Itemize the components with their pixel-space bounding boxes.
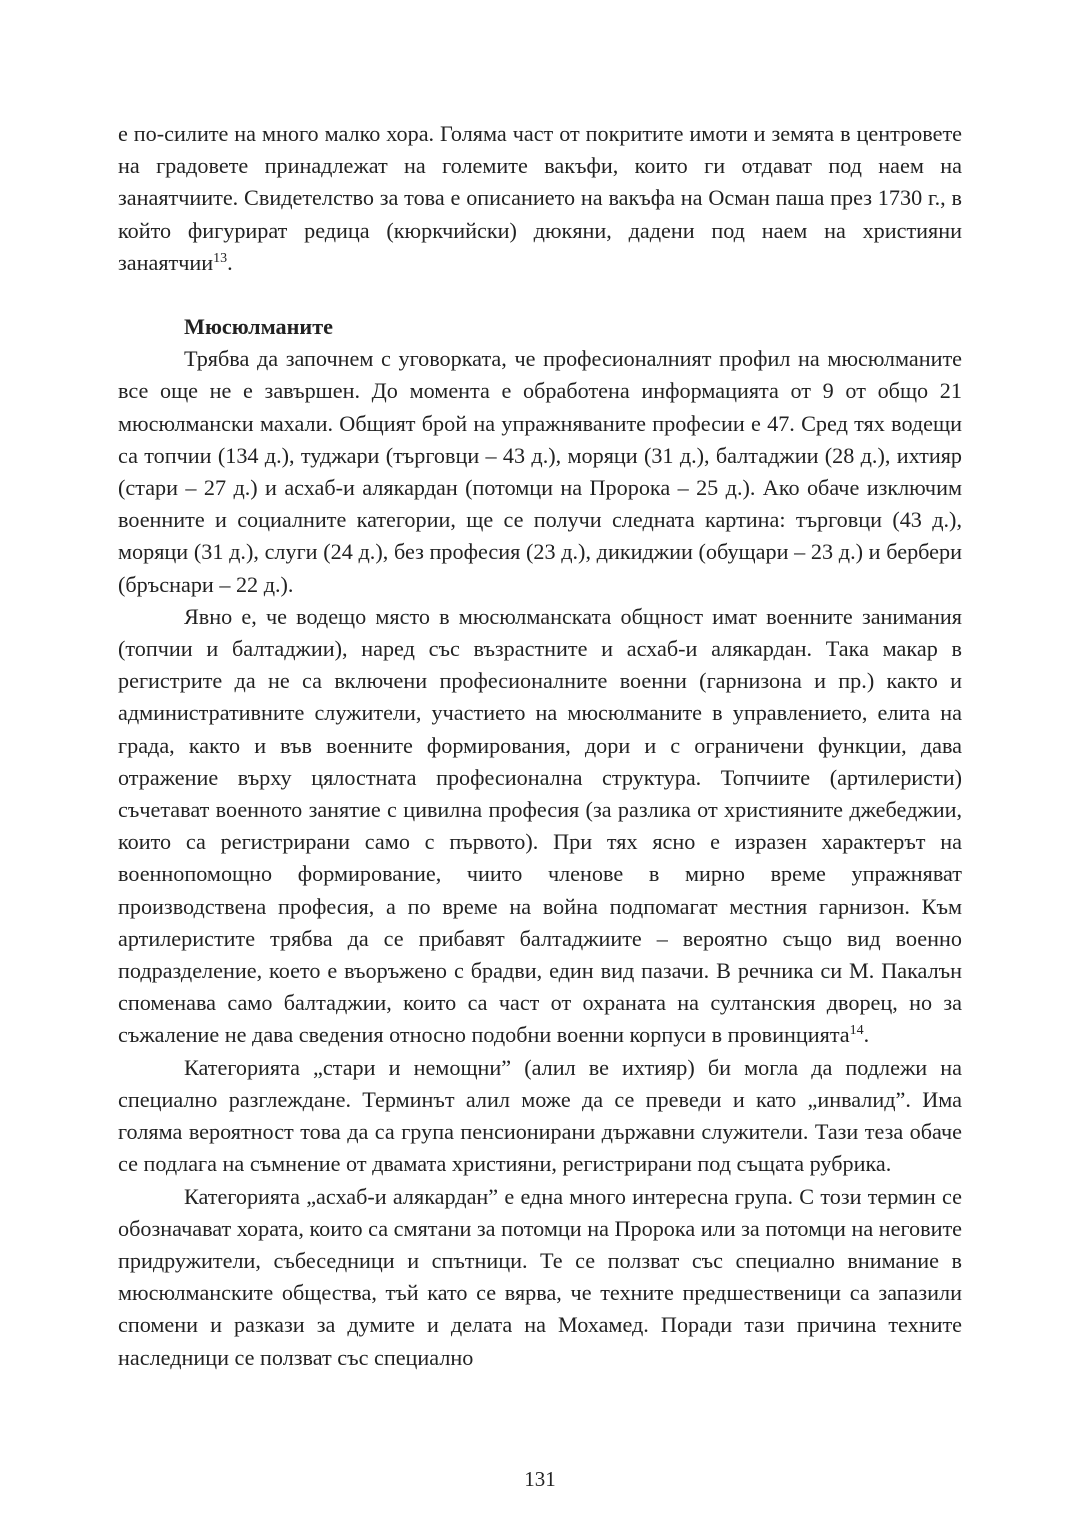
paragraph-text: е по-силите на много малко хора. Голяма част от покритите имоти и земята в центровете на градовете принадлежат на големите вакъфи, които ги отдават под наем на занаятчиите. Свидетелство за това е описанието на вакъфа на Осман паша през 1730 г., в който фигурират редица (кюркчийски) дюкяни, дадени под наем на християни занаятчии: [118, 121, 962, 275]
section-heading: Мюсюлманите: [184, 314, 333, 340]
paragraph-elderly: Категорията „стари и немощни” (алил ве ихтияр) би могла да подлежи на специално разглеждане. Терминът алил може да се преведи и като „инвалид”. Има голяма вероятност това да са група пенсионирани държавни служители. Тази теза обаче се подлага на съмнение от двамата християни, регистрирани под същата рубрика.: [118, 1054, 962, 1177]
footnote-marker[interactable]: 14: [849, 1023, 864, 1039]
paragraph-continuation: [118, 118, 962, 279]
body-text: [118, 118, 962, 1374]
paragraph-military: [118, 601, 962, 1052]
footnote-marker[interactable]: 13: [213, 250, 228, 266]
paragraph-ashab: Категорията „асхаб-и алякардан” е една много интересна група. С този термин се обозначават хората, които са смятани за потомци на Пророка или за потомци на неговите придружители, събеседници и спътници. Те се ползват със специално внимание в мюсюлманските общества, тъй като се вярва, че техните предшественици са запазили спомени и разкази за думите и делата на Мохамед. Поради тази причина техните наследници се ползват със специално: [118, 1183, 962, 1370]
page-number: 131: [524, 1467, 556, 1491]
paragraph-end: .: [863, 1022, 870, 1048]
paragraph-professions: Трябва да започнем с уговорката, че професионалният профил на мюсюлманите все още не е завършен. До момента е обработена информацията от 9 от общо 21 мюсюлмански махали. Общият брой на упражняваните професии е 47. Сред тях водещи са топчии (134 д.), туджари (търговци – 43 д.), моряци (31 д.), балтаджии (28 д.), ихтияр (стари – 27 д.) и асхаб-и алякардан (потомци на Пророка – 25 д.). Ако обаче изключим военните и социалните категории, ще се получи следната картина: търговци (43 д.), моряци (31 д.), слуги (24 д.), без професия (23 д.), дикиджии (обущари – 23 д.) и бербери (бръснари – 22 д.).: [118, 346, 962, 597]
paragraph-end: .: [227, 249, 233, 275]
paragraph-text: Явно е, че водещо място в мюсюлманската общност имат военните занимания (топчии и балтаджии), наред със възрастните и асхаб-и алякардан. Така макар в регистрите да не са включени професионалните военни (гарнизона и пр.) както и административните служители, участието на мюсюлманите в управлението, елита на града, както и във военните формирования, дори и с ограничени функции, дава отражение върху цялостната професионална структура. Топчиите (артилеристи) съчетават военното занятие с цивилна професия (за разлика от християните джебеджии, които са регистрирани само с първото). При тях ясно е изразен характерът на военнопомощно формирование, чиито членове в мирно време упражняват производствена професия, а по време на война подпомагат местния гарнизон. Към артилеристите трябва да се прибавят балтаджиите – вероятно също вид военно подразделение, което е въоръжено с брадви, един вид пазачи. В речника си М. Пакалън споменава само балтаджии, които са част от охраната на султанския дворец, но за съжаление не дава сведения относно подобни военни корпуси в провинцията: [118, 603, 962, 1048]
